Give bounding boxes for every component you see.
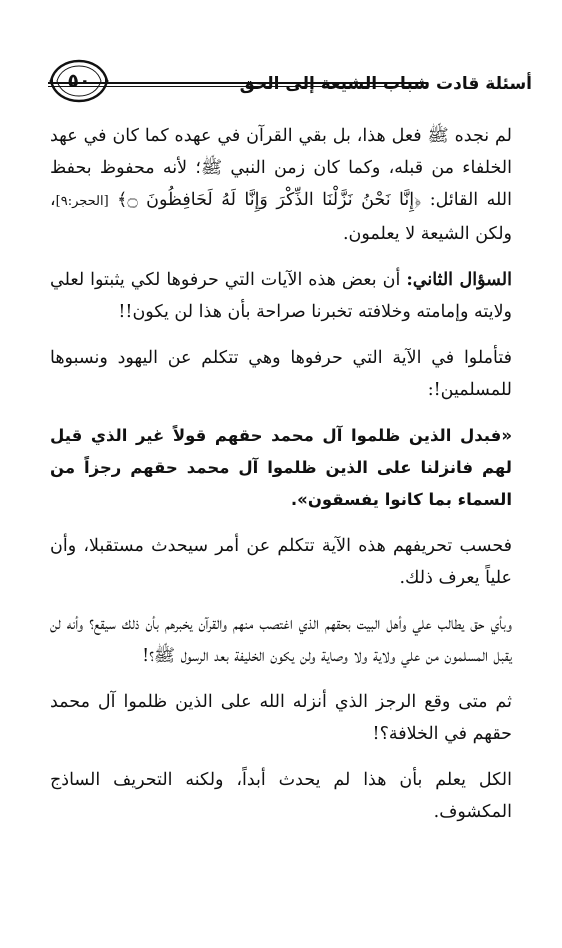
- paragraph-5: فحسب تحريفهم هذه الآية تتكلم عن أمر سيحدث مستقبلا، وأن علياً يعرف ذلك.: [50, 536, 512, 588]
- running-title: أسئلة قادت شباب الشيعة إلى الحق: [239, 74, 532, 94]
- paragraph-6: وبأي حق يطالب علي وأهل البيت بحقهم الذي اغتصب منهم والقرآن يخبرهم بأن ذلك سيقع؟ وأنه لن يقبل المسلمون من علي ولاية ولا وصاية ولن يكون الخليفة بعد الرسول ﷺ؟!: [50, 614, 512, 666]
- paragraph-2: [50, 264, 512, 328]
- paragraph-1-tail: ، ولكن الشيعة لا يعلمون.: [50, 190, 512, 244]
- page-number: ٥٠: [67, 70, 91, 92]
- paragraph-2-text: أن بعض هذه الآيات التي حرفوها لكي يثبتوا لعلي ولايته وإمامته وخلافته تخبرنا صراحة بأن هذا لن يكون!!: [50, 270, 512, 322]
- page-body: [50, 120, 512, 842]
- paragraph-3: فتأملوا في الآية التي حرفوها وهي تتكلم عن اليهود ونسبوها للمسلمين!:: [50, 348, 512, 400]
- page-header: [48, 58, 532, 110]
- verse-reference: [الحجر:٩]: [55, 194, 109, 209]
- quoted-verse: «فبدل الذين ظلموا آل محمد حقهم قولاً غير الذي قيل لهم فانزلنا على الذين ظلموا آل محمد حقهم رجزاً من السماء بما كانوا يفسقون».: [50, 426, 512, 509]
- paragraph-1-text: لم نجده ﷺ فعل هذا، بل بقي القرآن في عهده كما كان في عهد الخلفاء من قبله، وكما كان زمن النبي ﷺ؛ لأنه محفوظ بحفظ الله القائل: ﴿إِنَّا نَحْنُ نَزَّلْنَا الذِّكْرَ وَإِنَّا لَهُ لَحَافِظُونَ ۝﴾: [50, 126, 512, 210]
- question-label: السؤال الثاني:: [406, 270, 512, 290]
- page-number-badge: [48, 58, 110, 104]
- paragraph-7: ثم متى وقع الرجز الذي أنزله الله على الذين ظلموا آل محمد حقهم في الخلافة؟!: [50, 692, 512, 744]
- paragraph-8: الكل يعلم بأن هذا لم يحدث أبداً، ولكنه التحريف الساذج المكشوف.: [50, 770, 512, 822]
- paragraph-1: [50, 120, 512, 250]
